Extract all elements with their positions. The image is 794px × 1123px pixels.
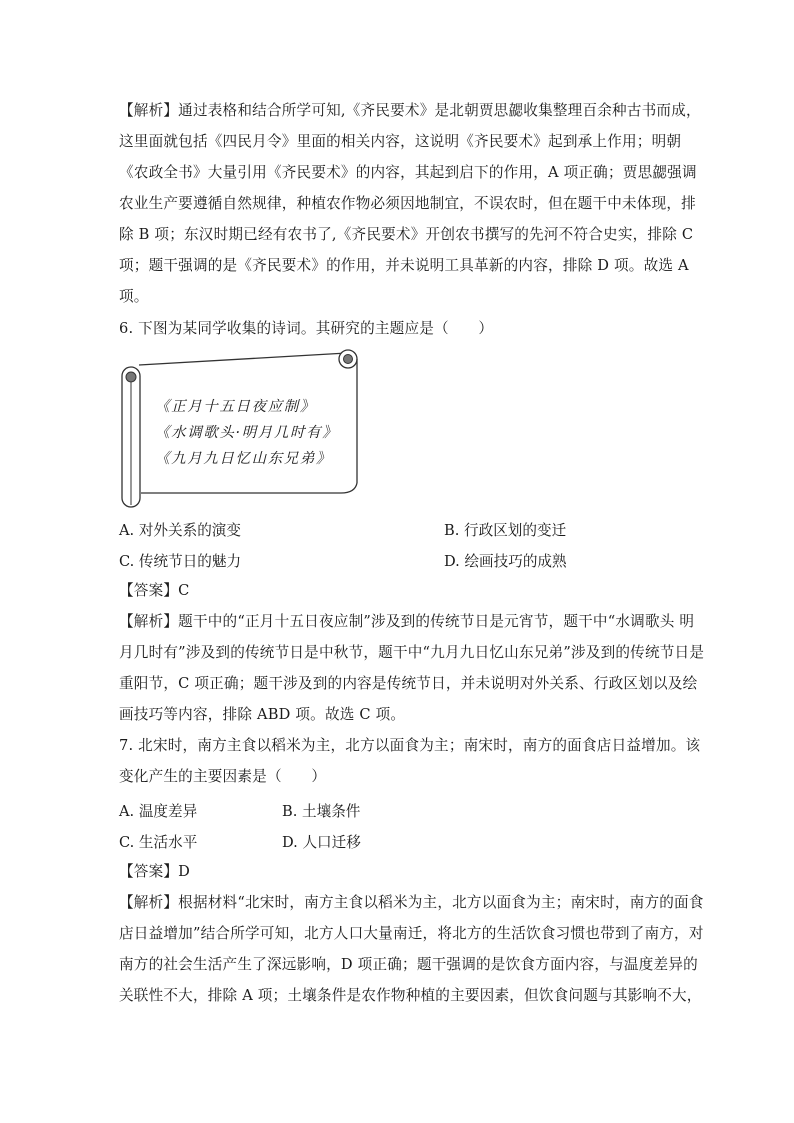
q7-stem	[119, 730, 701, 792]
answer-text: 【答案】C	[119, 582, 190, 599]
q6-answer-block	[119, 575, 705, 730]
poem-title-3: 《九月九日忆山东兄弟》	[155, 451, 333, 467]
question-stem: 6. 下图为某同学收集的诗词。其研究的主题应是（ ）	[119, 320, 494, 337]
q7-option-a: A. 温度差异	[119, 803, 198, 820]
text-line: 【解析】根据材料“北宋时，南方主食以稻米为主，北方以面食为主；南宋时，南方的面食	[119, 894, 704, 911]
text-line: 项；题干强调的是《齐民要术》的作用，并未说明工具革新的内容，排除 D 项。故选 A	[119, 257, 689, 274]
q6-option-b: B. 行政区划的变迁	[444, 522, 567, 539]
question-stem: 变化产生的主要因素是（ ）	[119, 768, 327, 785]
answer-text: 【答案】D	[119, 863, 191, 880]
q6-option-a: A. 对外关系的演变	[119, 522, 241, 539]
q6-stem	[119, 313, 679, 344]
text-line: 关联性不大，排除 A 项；土壤条件是农作物种植的主要因素，但饮食问题与其影响不大，	[119, 987, 702, 1004]
q7-option-c: C. 生活水平	[119, 834, 198, 851]
text-line: 这里面就包括《四民月令》里面的相关内容，这说明《齐民要术》起到承上作用；明朝	[119, 133, 682, 150]
q5-analysis	[119, 95, 701, 312]
q7-option-b: B. 土壤条件	[282, 803, 361, 820]
text-line: 【解析】通过表格和结合所学可知,《齐民要术》是北朝贾思勰收集整理百余种古书而成，	[119, 102, 701, 119]
q6-option-c: C. 传统节日的魅力	[119, 553, 242, 570]
text-line: 重阳节，C 项正确；题干涉及到的内容是传统节日，并未说明对外关系、行政区划以及绘	[119, 675, 698, 692]
text-line: 【解析】题干中的“正月十五日夜应制”涉及到的传统节日是元宵节，题干中“水调歌头 明	[119, 613, 695, 630]
text-line: 《农政全书》大量引用《齐民要术》的内容，其起到启下的作用，A 项正确；贾思勰强调	[119, 164, 697, 181]
text-line: 店日益增加”结合所学可知，北方人口大量南迁，将北方的生活饮食习惯也带到了南方，对	[119, 925, 704, 942]
q6-option-d: D. 绘画技巧的成熟	[444, 553, 567, 570]
text-line: 项。	[119, 288, 149, 305]
text-line: 除 B 项；东汉时期已经有农书了,《齐民要术》开创农书撰写的先河不符合史实，排除 C	[119, 226, 694, 243]
poem-scroll-figure	[119, 345, 361, 510]
poem-title-2: 《水调歌头·明月几时有》	[155, 425, 339, 441]
question-stem: 7. 北宋时，南方主食以稻米为主，北方以面食为主；南宋时，南方的面食店日益增加。该	[119, 737, 701, 754]
text-line: 月几时有”涉及到的传统节日是中秋节，题干中“九月九日忆山东兄弟”涉及到的传统节日是	[119, 644, 705, 661]
text-line: 画技巧等内容，排除 ABD 项。故选 C 项。	[119, 706, 406, 723]
text-line: 南方的社会生活产生了深远影响，D 项正确；题干强调的是饮食方面内容，与温度差异的	[119, 956, 698, 973]
q7-option-d: D. 人口迁移	[282, 834, 361, 851]
text-line: 农业生产要遵循自然规律，种植农作物必须因地制宜，不误农时，但在题干中未体现，排	[119, 195, 696, 212]
q7-answer-block	[119, 856, 704, 1011]
poem-title-1: 《正月十五日夜应制》	[155, 399, 316, 415]
